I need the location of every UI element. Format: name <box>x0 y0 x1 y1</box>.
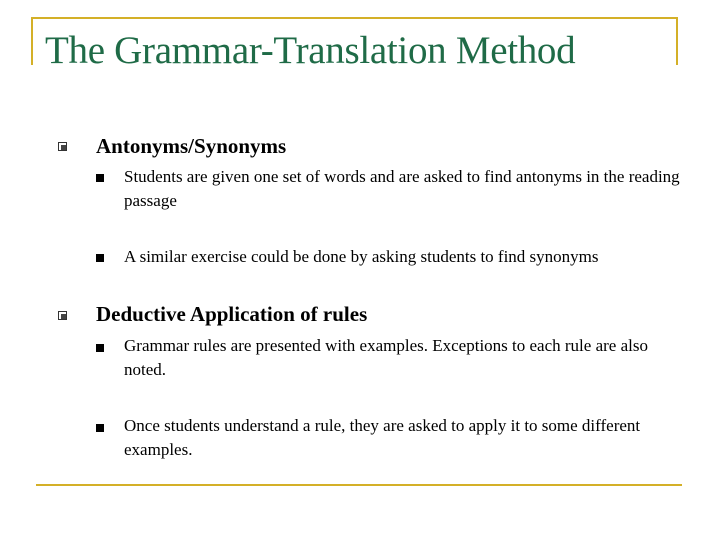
point-bullet-icon <box>96 174 104 182</box>
frame-bottom-rule <box>36 484 682 486</box>
point-text: A similar exercise could be done by asking students to find synonyms <box>124 247 599 266</box>
section-bullet-icon <box>58 142 67 151</box>
point-bullet-icon <box>96 344 104 352</box>
frame-top-rule <box>31 17 677 19</box>
section-heading-deductive: Deductive Application of rules <box>96 302 368 326</box>
point-bullet-icon <box>96 424 104 432</box>
frame-right-rule <box>676 17 678 65</box>
point-bullet-icon <box>96 254 104 262</box>
section-heading-antonyms: Antonyms/Synonyms <box>96 134 287 158</box>
frame-left-rule <box>31 17 33 65</box>
point-text: Students are given one set of words and are asked to find antonyms in the reading passage <box>124 167 680 210</box>
section-bullet-icon <box>58 311 67 320</box>
point-text: Once students understand a rule, they are asked to apply it to some different examples. <box>124 416 641 459</box>
slide-title: The Grammar-Translation Method <box>45 29 576 72</box>
point-text: Grammar rules are presented with examples. Exceptions to each rule are also noted. <box>124 336 648 379</box>
